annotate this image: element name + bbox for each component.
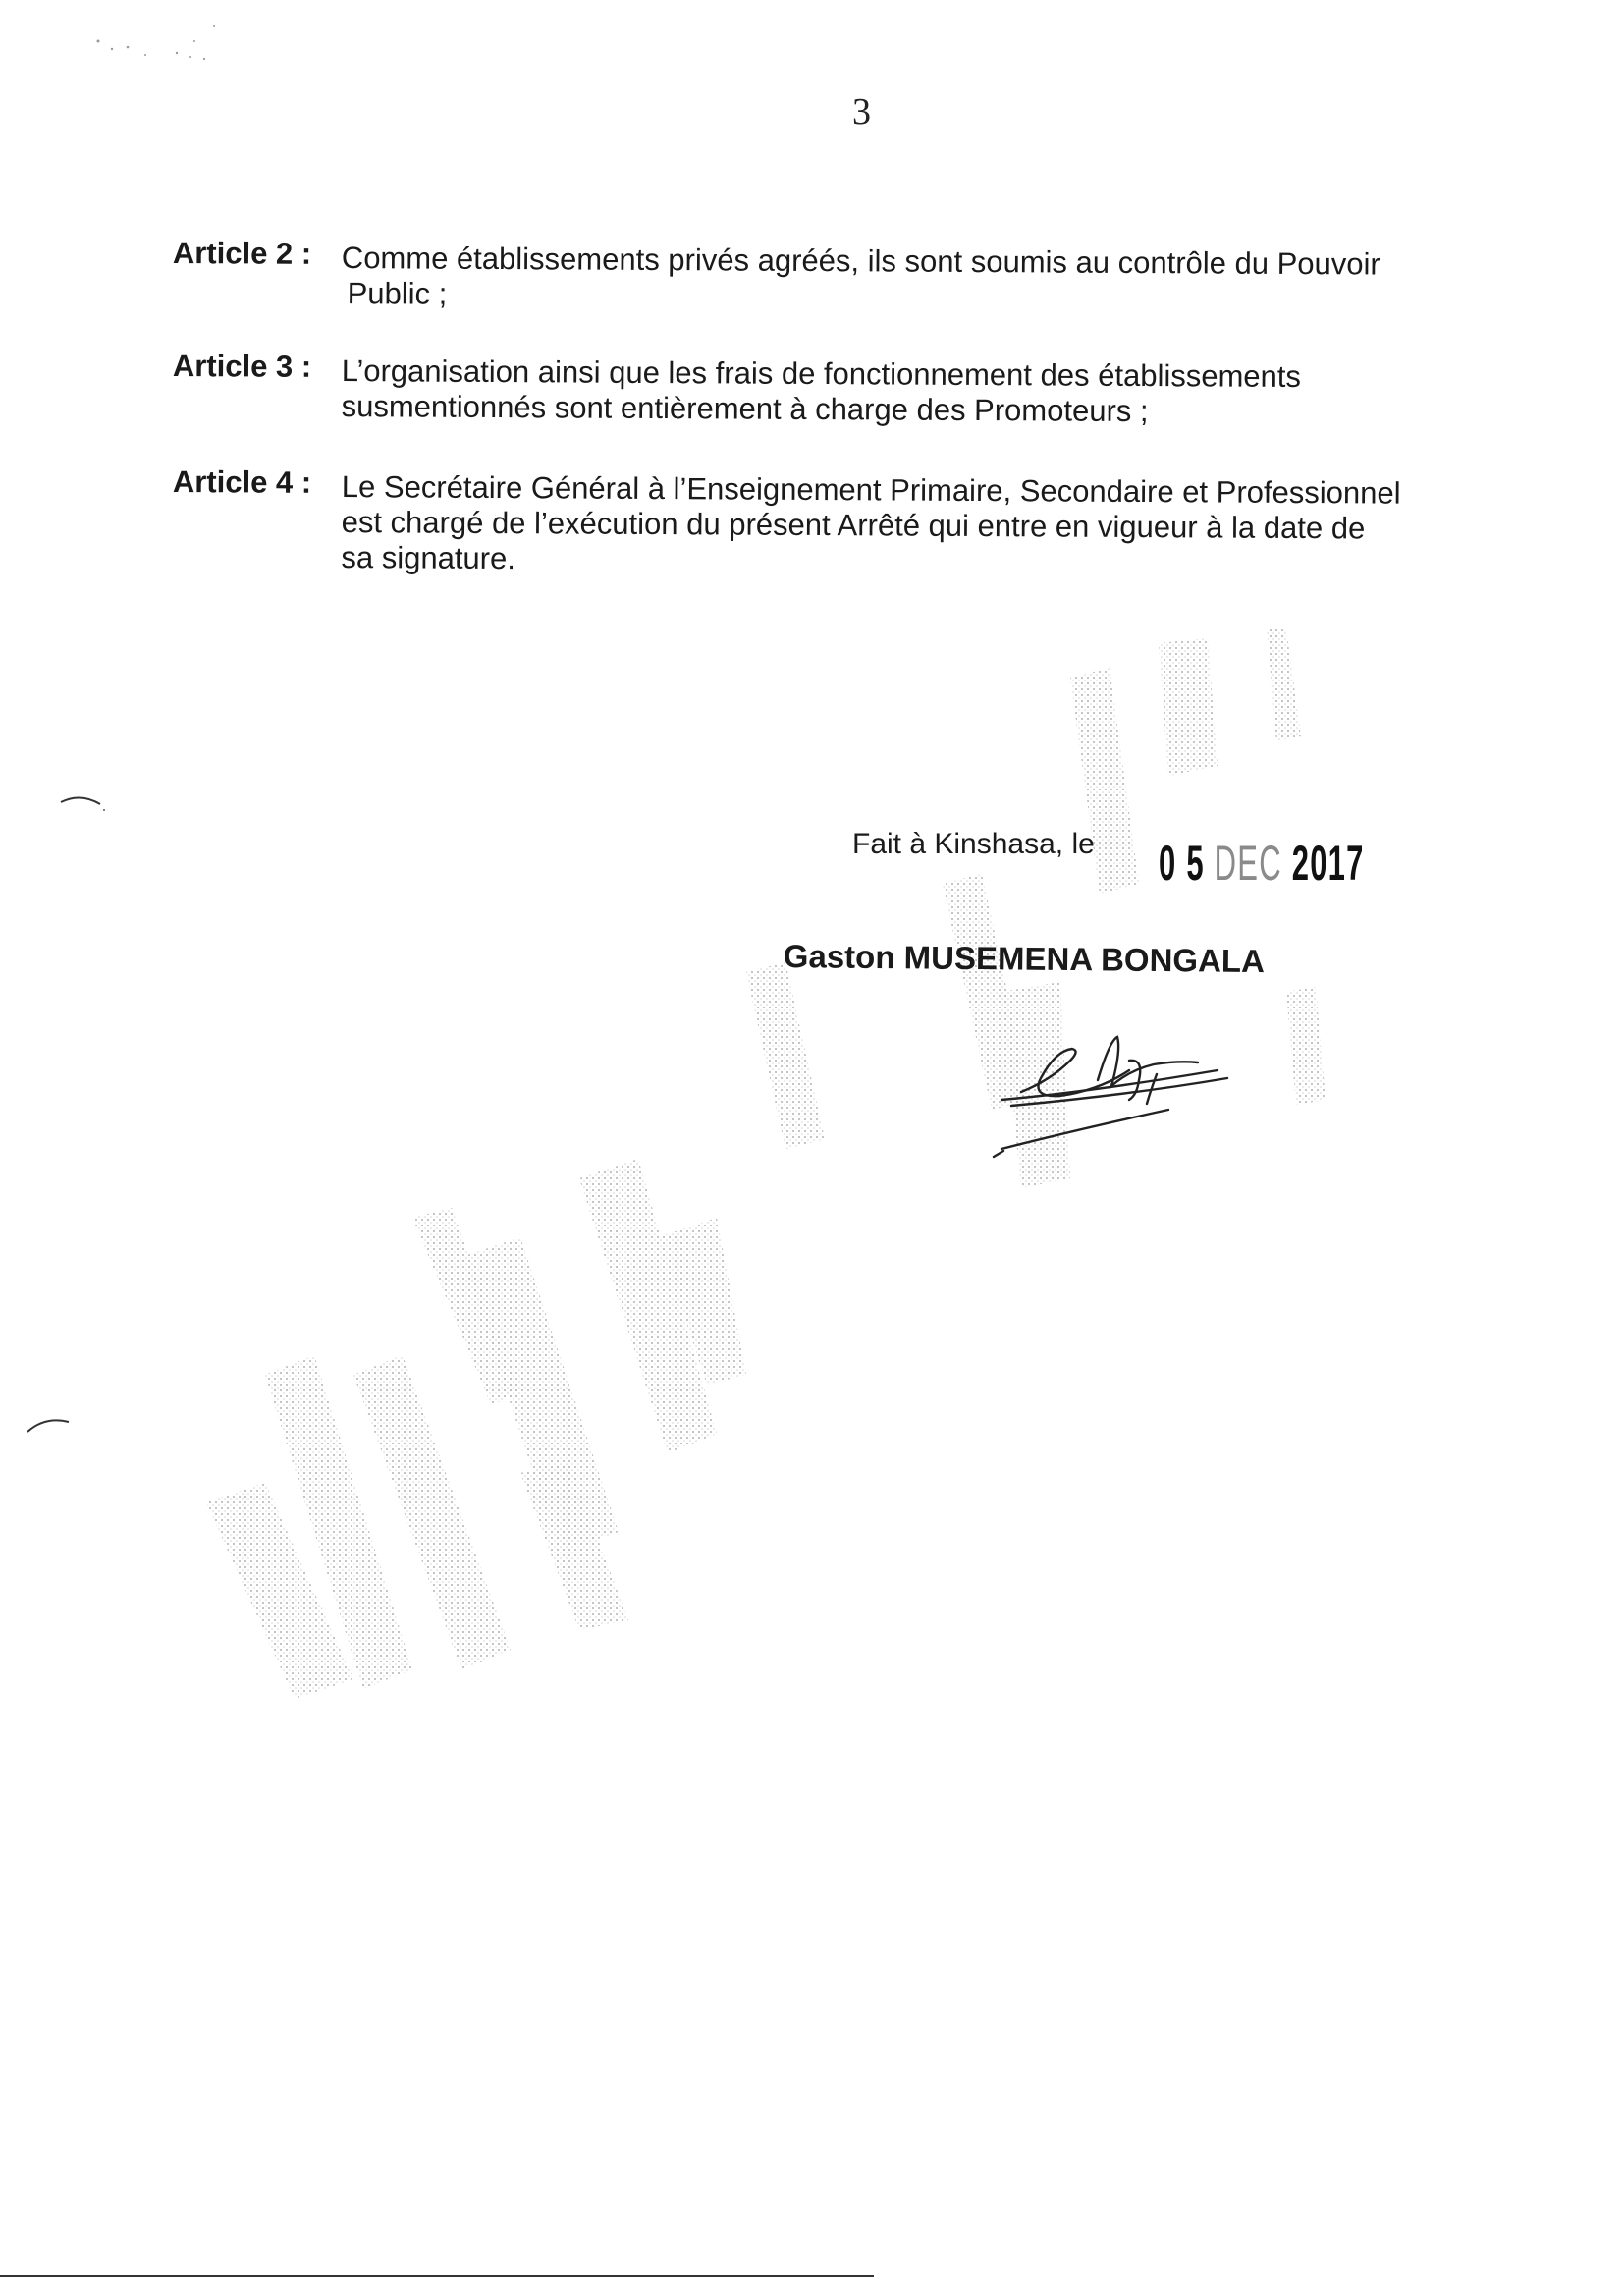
punch-mark-lower <box>26 1414 75 1444</box>
article-line: susmentionnés sont entièrement à charge des Promoteurs ; <box>341 389 1149 429</box>
article-line: sa signature. <box>341 540 516 576</box>
scan-speck-marks <box>88 20 245 69</box>
article-line: L’organisation ainsi que les frais de fonctionnement des établissements <box>341 354 1302 395</box>
date-stamp <box>1159 835 1365 892</box>
article-body <box>341 469 1549 583</box>
article-line: Public ; <box>347 276 448 311</box>
bottom-rule <box>0 2275 874 2277</box>
page-number: 3 <box>852 91 871 133</box>
punch-mark-upper <box>59 790 108 820</box>
article-4 <box>172 464 1557 576</box>
article-2 <box>172 236 1557 311</box>
date-year: 2017 <box>1291 836 1365 891</box>
article-body <box>342 241 1549 319</box>
handwritten-signature <box>982 1002 1276 1169</box>
article-label: Article 3 : <box>172 349 312 384</box>
place-date-line: Fait à Kinshasa, le <box>852 828 1095 860</box>
article-body <box>342 354 1549 432</box>
signatory-name: Gaston MUSEMENA BONGALA <box>783 938 1266 980</box>
article-line: Comme établissements privés agréés, ils sont soumis au contrôle du Pouvoir <box>341 241 1380 282</box>
article-3 <box>172 349 1557 429</box>
official-seal-stamp <box>196 628 1473 1905</box>
date-day: 0 5 <box>1159 836 1205 891</box>
article-line: Le Secrétaire Général à l’Enseignement Primaire, Secondaire et Professionnel <box>341 469 1401 511</box>
article-label: Article 4 : <box>172 464 312 500</box>
article-line: est chargé de l’exécution du présent Arrêté qui entre en vigueur à la date de <box>341 505 1366 546</box>
date-month: DEC <box>1214 836 1282 891</box>
article-label: Article 2 : <box>172 236 312 271</box>
